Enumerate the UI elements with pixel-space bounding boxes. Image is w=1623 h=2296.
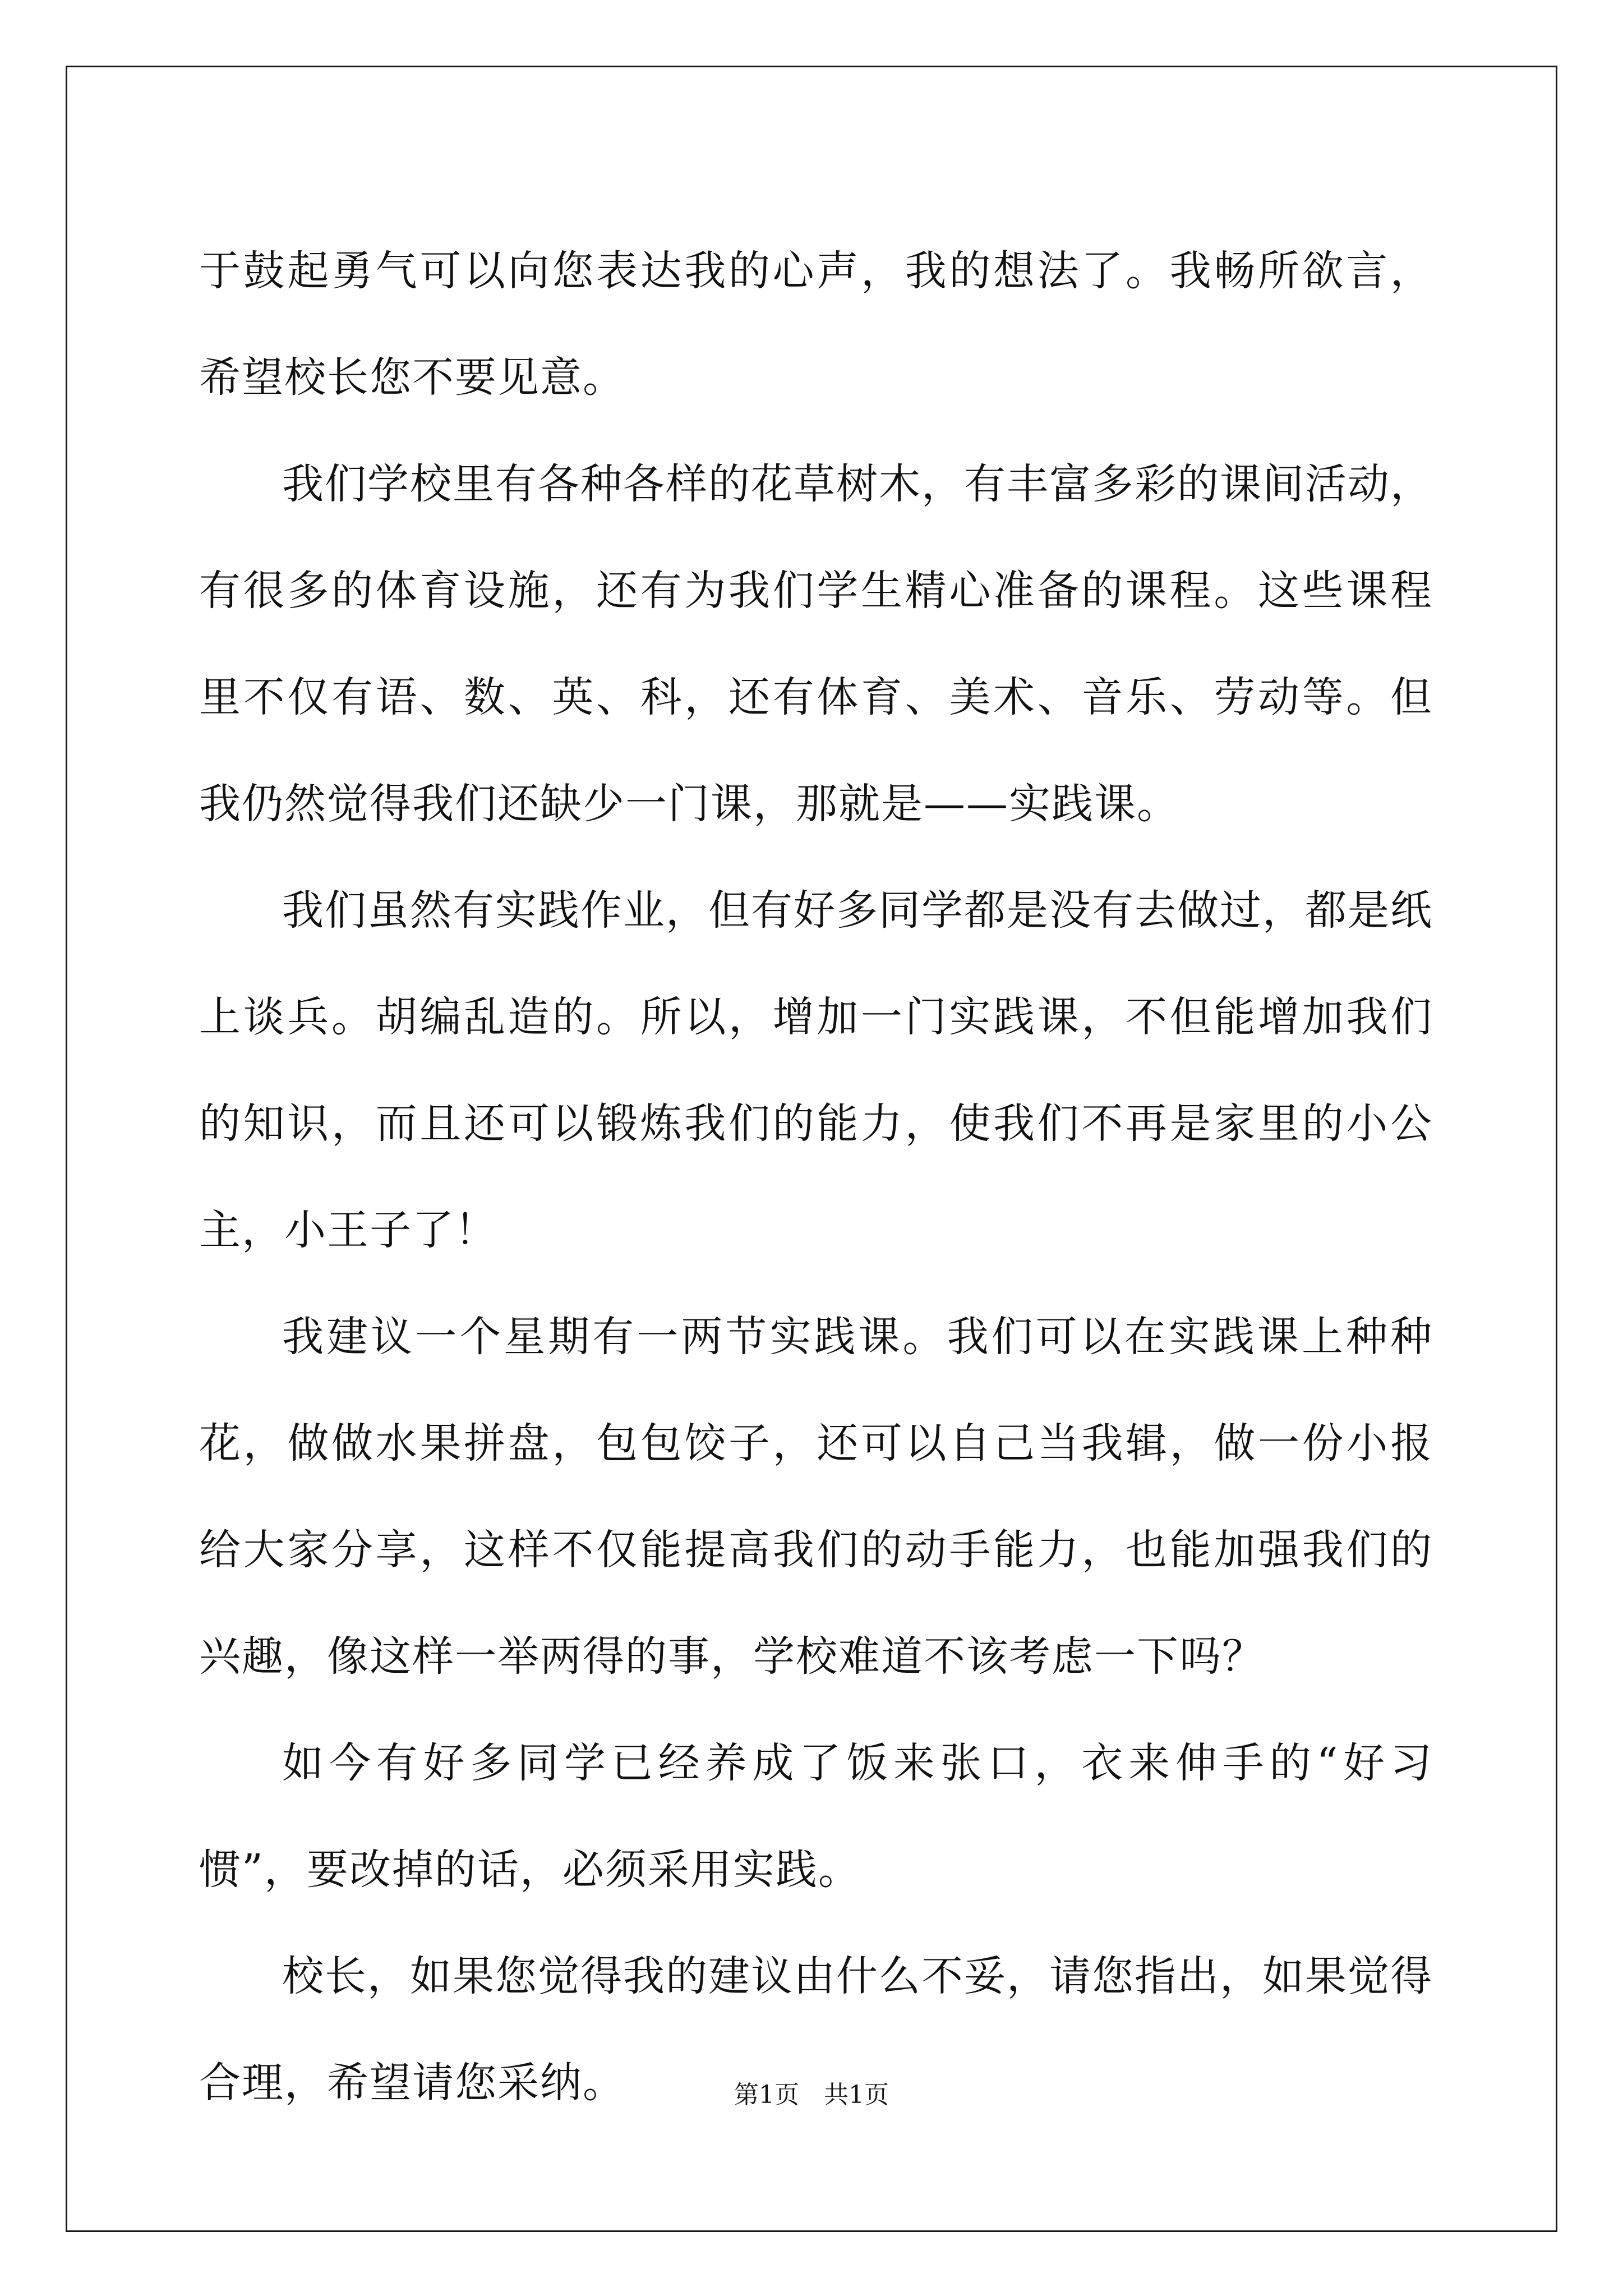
paragraph-1: 于鼓起勇气可以向您表达我的心声，我的想法了。我畅所欲言，希望校长您不要见意。: [199, 247, 1433, 402]
paragraph-5: 如今有好多同学已经养成了饭来张口，衣来伸手的“好习惯”，要改掉的话，必须采用实践。: [199, 1739, 1433, 1894]
page-total: 共1页: [824, 2081, 889, 2109]
paragraph-3: 我们虽然有实践作业，但有好多同学都是没有去做过，都是纸上谈兵。胡编乱造的。所以，增加一门实践课，不但能增加我们的知识，而且还可以锻炼我们的能力，使我们不再是家里的小公主，小王子了！: [199, 886, 1433, 1254]
document-body: [199, 218, 1433, 2136]
page-footer: [0, 2074, 1623, 2110]
paragraph-2: 我们学校里有各种各样的花草树木，有丰富多彩的课间活动，有很多的体育设施，还有为我们学生精心准备的课程。这些课程里不仅有语、数、英、科，还有体育、美术、音乐、劳动等。但我仍然觉得我们还缺少一门课，那就是——实践课。: [199, 460, 1433, 828]
paragraph-6: 校长，如果您觉得我的建议由什么不妥，请您指出，如果觉得合理，希望请您采纳。: [199, 1952, 1433, 2107]
paragraph-4: 我建议一个星期有一两节实践课。我们可以在实践课上种种花，做做水果拼盘，包包饺子，还可以自己当我辑，做一份小报给大家分享，这样不仅能提高我们的动手能力，也能加强我们的兴趣，像这样一举两得的事，学校难道不该考虑一下吗？: [199, 1313, 1433, 1681]
page-number: 第1页: [734, 2081, 799, 2109]
